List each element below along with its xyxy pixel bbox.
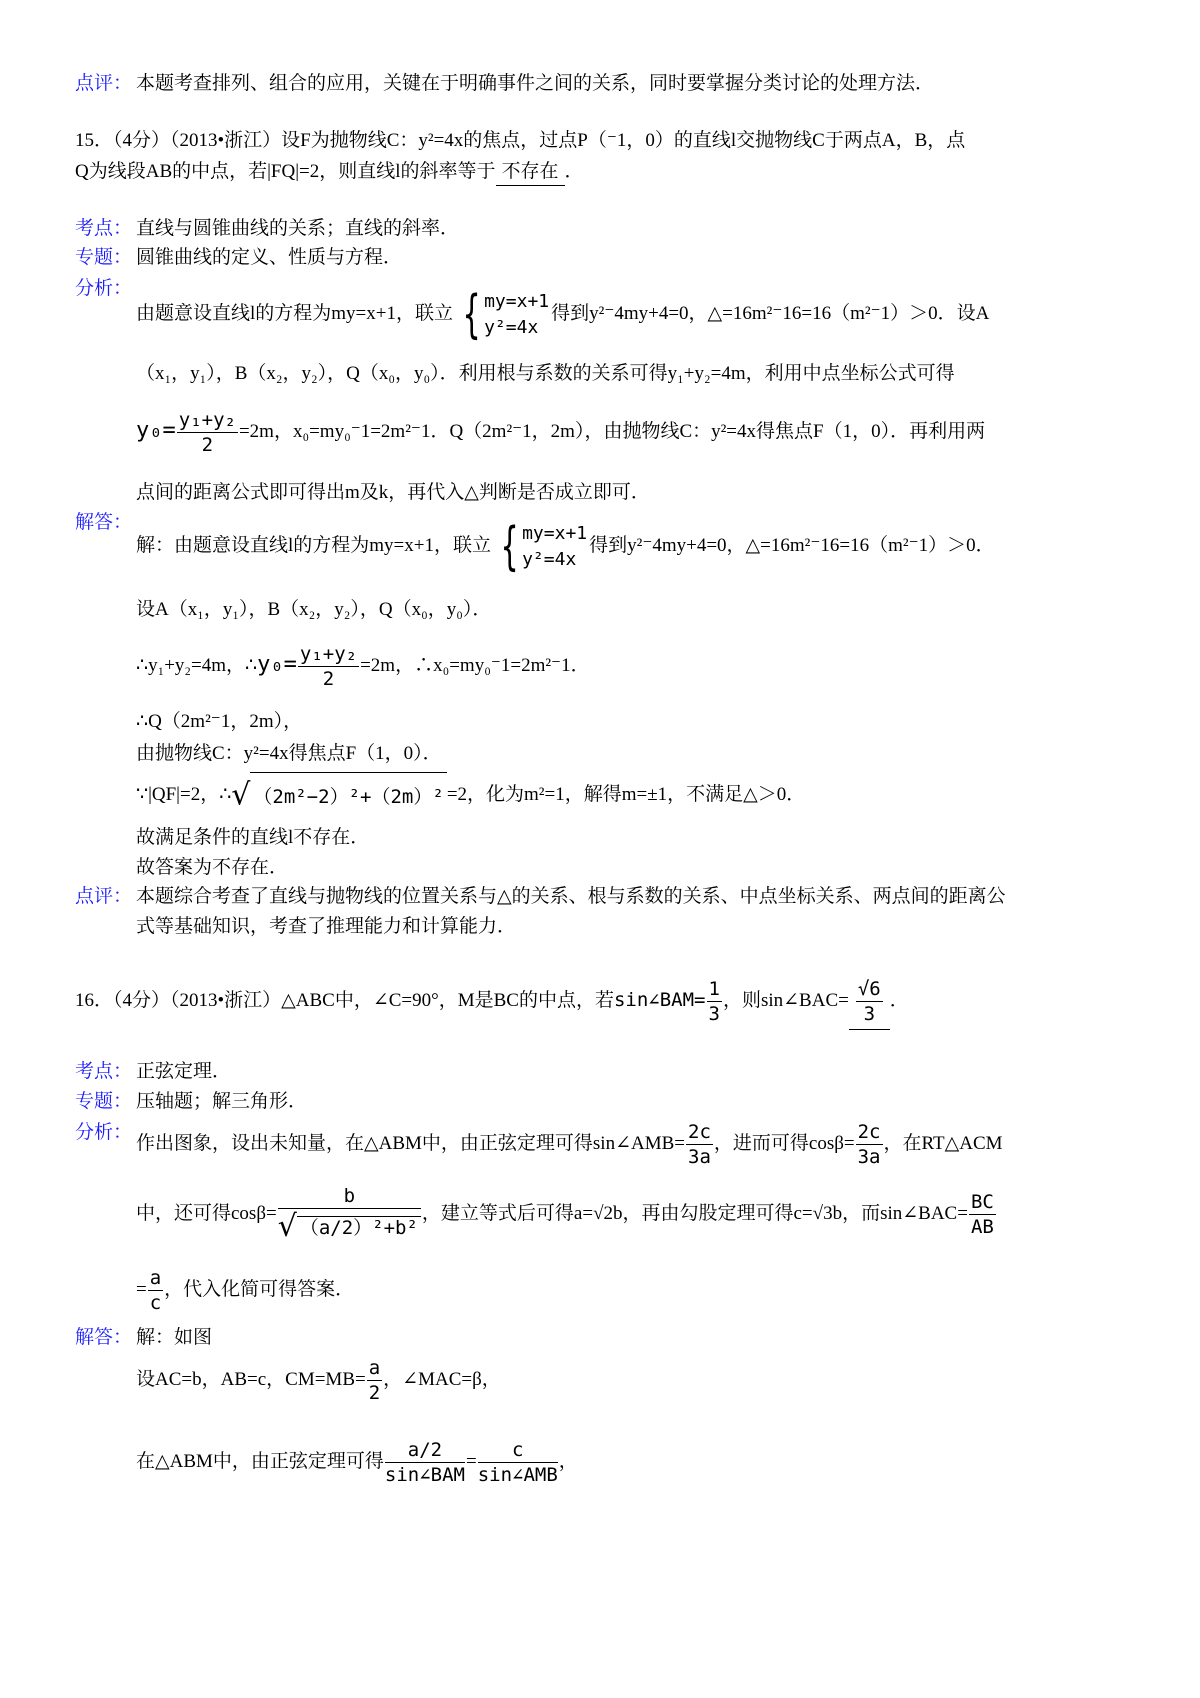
frac-3: 3: [708, 1002, 720, 1025]
q15-jieda-label: 解答：: [75, 512, 133, 533]
f2-3a: 3a: [857, 1145, 881, 1168]
q16-jd3a: 在△ABM中，由正弦定理可得: [136, 1451, 384, 1472]
q15-solution-line4: ∴Q（2m²⁻1，2m），: [136, 711, 303, 732]
q16-fenxi-label: 分析：: [75, 1122, 133, 1143]
q15-solution-line1: [136, 516, 995, 576]
sys2-eq1: my=x+1: [522, 522, 588, 544]
q16-jd2a: 设AC=b，AB=c，CM=MB=: [136, 1369, 366, 1390]
q14-remark-label: 点评：: [75, 73, 133, 94]
sr-n1: a/2: [385, 1441, 465, 1463]
sr-d2: sin∠AMB: [477, 1463, 558, 1486]
a-over-2: [367, 1356, 382, 1404]
q16-solution-line3: [136, 1422, 578, 1502]
q15-fx1b: 得到y²⁻4my+4=0，△=16m²⁻16=16（m²⁻1）＞0．设A: [551, 303, 990, 324]
q16-kaodian-label: 考点：: [75, 1061, 133, 1082]
sine-rule-rhs: [477, 1438, 558, 1486]
q16-stem-b: ，则sin∠BAC=: [722, 990, 849, 1011]
sr-d1: sin∠BAM: [384, 1463, 465, 1486]
sr-eq: =: [465, 1451, 477, 1472]
q16-zhuanti: 压轴题；解三角形．: [136, 1091, 308, 1112]
q15-jd1a: 解：由题意设直线l的方程为my=x+1，联立: [136, 535, 491, 556]
f-a: a: [149, 1266, 162, 1289]
q16-jd3b: ，: [558, 1451, 578, 1472]
q15-fenxi-label: 分析：: [75, 278, 133, 299]
cos-sqrt: √ （a/2）²+b²: [278, 1212, 421, 1242]
q16-fx2a: 中，还可得cosβ=: [136, 1203, 277, 1224]
q15-jd3b: =2m，∴x₀=my₀⁻1=2m²⁻1．: [360, 655, 590, 676]
q15-kaodian: 直线与圆锥曲线的关系；直线的斜率．: [136, 218, 460, 239]
q15-solution-line6: [136, 772, 805, 819]
q15-dianping-line1: 本题综合考查了直线与抛物线的位置关系与△的关系、根与系数的关系、中点坐标关系、两点间的距离公: [136, 886, 1006, 907]
q15-analysis-line4: 点间的距离公式即可得出m及k，再代入△判断是否成立即可．: [136, 482, 650, 503]
sr-n2: c: [478, 1441, 558, 1463]
q16-solution-line1: 解：如图: [136, 1327, 213, 1348]
q16-fx3a: =: [136, 1279, 147, 1300]
f2-2: 2: [368, 1381, 381, 1404]
q15-dianping-label: 点评：: [75, 886, 133, 907]
frac-1: 1: [708, 977, 720, 1000]
sine-rule-lhs: [384, 1438, 465, 1486]
one-third-fraction: [707, 977, 722, 1025]
q15-jd3a: ∴y₁+y₂=4m，∴: [136, 655, 258, 676]
q15-jd6a: ∵|QF|=2，∴: [136, 783, 232, 805]
sys2-eq2: y²=4x: [522, 548, 577, 570]
a-over-c: [148, 1266, 163, 1314]
f-2c: 2c: [688, 1120, 711, 1143]
answer-fraction: [856, 977, 883, 1025]
q14-remark-text: 本题考查排列、组合的应用，关键在于明确事件之间的关系，同时要掌握分类讨论的处理方法．: [136, 73, 935, 94]
q16-fx3b: ，代入化简可得答案．: [164, 1279, 355, 1300]
q15-dianping-line2: 式等基础知识，考查了推理能力和计算能力．: [136, 916, 517, 937]
q16-analysis-line2: [136, 1178, 997, 1250]
q16-period: ．: [889, 990, 909, 1011]
f-b: b: [278, 1187, 421, 1209]
q15-solution-line2: 设A（x₁，y₁），B（x₂，y₂），Q（x₀，y₀）．: [136, 599, 492, 620]
q16-fx1b: ，进而可得cosβ=: [713, 1133, 855, 1154]
sqrt-radicand: （2m²−2）²+（2m）²: [250, 772, 446, 819]
q15-stem-line2: [75, 159, 584, 186]
q15-fx3b: =2m，x₀=my₀⁻1=2m²⁻1．Q（2m²⁻1，2m），由抛物线C：y²=4x得焦点F（1，0）．再利用两: [238, 421, 986, 442]
frac-2c-3a: [686, 1120, 713, 1168]
q15-fx1a: 由题意设直线l的方程为my=x+1，联立: [136, 303, 453, 324]
q15-answer: 不存在: [496, 159, 565, 186]
q15-zhuanti-label: 专题：: [75, 247, 133, 268]
q16-analysis-line3: [136, 1266, 354, 1314]
ans-num: √6: [857, 977, 881, 1000]
q15-jd6b: =2，化为m²=1，解得m=±1，不满足△＞0．: [446, 783, 806, 805]
q15-jd1b: 得到y²⁻4my+4=0，△=16m²⁻16=16（m²⁻1）＞0．: [589, 535, 995, 556]
q15-solution-line7: 故满足条件的直线l不存在．: [136, 827, 370, 848]
cos-beta-fraction: [277, 1185, 421, 1245]
y0-lhs: y₀=: [136, 418, 176, 443]
q16-stem-a: 16．（4分）（2013•浙江）△ABC中，∠C=90°，M是BC的中点，若: [75, 990, 614, 1011]
q15-stem-text: Q为线段AB的中点，若|FQ|=2，则直线l的斜率等于: [75, 161, 496, 182]
q15-stem-line1: 15．（4分）（2013•浙江）设F为抛物线C：y²=4x的焦点，过点P（⁻1，0）的直线l交抛物线C于两点A，B，点: [75, 130, 966, 151]
distance-sqrt: √ （2m²−2）²+（2m）²: [231, 772, 447, 819]
f2-2c: 2c: [857, 1120, 881, 1143]
q15-zhuanti: 圆锥曲线的定义、性质与方程．: [136, 247, 403, 268]
q16-solution-line2: [136, 1356, 501, 1404]
f-bc: BC: [970, 1190, 994, 1213]
equation-system: { my=x+1 y²=4x: [462, 284, 550, 345]
midpoint-fraction-2: [298, 642, 359, 690]
q15-analysis-line1: [136, 284, 989, 344]
q16-jd2b: ，∠MAC=β，: [383, 1369, 501, 1390]
q15-period: ．: [564, 161, 584, 182]
frac2-num: y₁+y₂: [299, 642, 358, 665]
f-3a: 3a: [688, 1145, 711, 1168]
f-ab: AB: [970, 1215, 994, 1238]
frac-2c-3a-2: [856, 1120, 883, 1168]
q16-answer: [849, 973, 890, 1030]
f2-a: a: [368, 1356, 381, 1379]
equation-system-2: { my=x+1 y²=4x: [500, 516, 588, 577]
q15-solution-line3: [136, 638, 590, 693]
q15-kaodian-label: 考点：: [75, 218, 133, 239]
q15-analysis-line3: [136, 404, 985, 459]
q15-solution-line8: 故答案为不存在．: [136, 857, 289, 878]
q16-fx1a: 作出图象，设出未知量，在△ABM中，由正弦定理可得sin∠AMB=: [136, 1133, 685, 1154]
sys-eq2: y²=4x: [484, 316, 539, 338]
q15-analysis-line2: （x₁，y₁），B（x₂，y₂），Q（x₀，y₀）．利用根与系数的关系可得y₁+y₂=4m，利用中点坐标公式可得: [136, 363, 955, 384]
cos-radicand: （a/2）²+b²: [297, 1216, 421, 1238]
frac-num: y₁+y₂: [178, 408, 236, 431]
frac2-den: 2: [322, 667, 335, 690]
q16-analysis-line1: [136, 1120, 1003, 1168]
q16-fx1c: ，在RT△ACM: [883, 1133, 1003, 1154]
bc-ab-fraction: [969, 1190, 996, 1238]
f-c: c: [149, 1291, 162, 1314]
q16-jieda-label: 解答：: [75, 1327, 133, 1348]
q15-solution-line5: 由抛物线C：y²=4x得焦点F（1，0）．: [136, 743, 442, 764]
frac-den: 2: [201, 433, 214, 456]
q16-zhuanti-label: 专题：: [75, 1091, 133, 1112]
midpoint-fraction: [177, 408, 238, 456]
q16-stem: [75, 972, 909, 1030]
q16-fx2b: ，建立等式后可得a=√2b，再由勾股定理可得c=√3b，而sin∠BAC=: [421, 1203, 968, 1224]
ans-den: 3: [863, 1002, 876, 1025]
y0-lhs-2: y₀=: [257, 652, 297, 677]
q16-kaodian: 正弦定理．: [136, 1061, 232, 1082]
sys-eq1: my=x+1: [484, 290, 550, 312]
sin-bam: sin∠BAM=: [613, 989, 706, 1011]
